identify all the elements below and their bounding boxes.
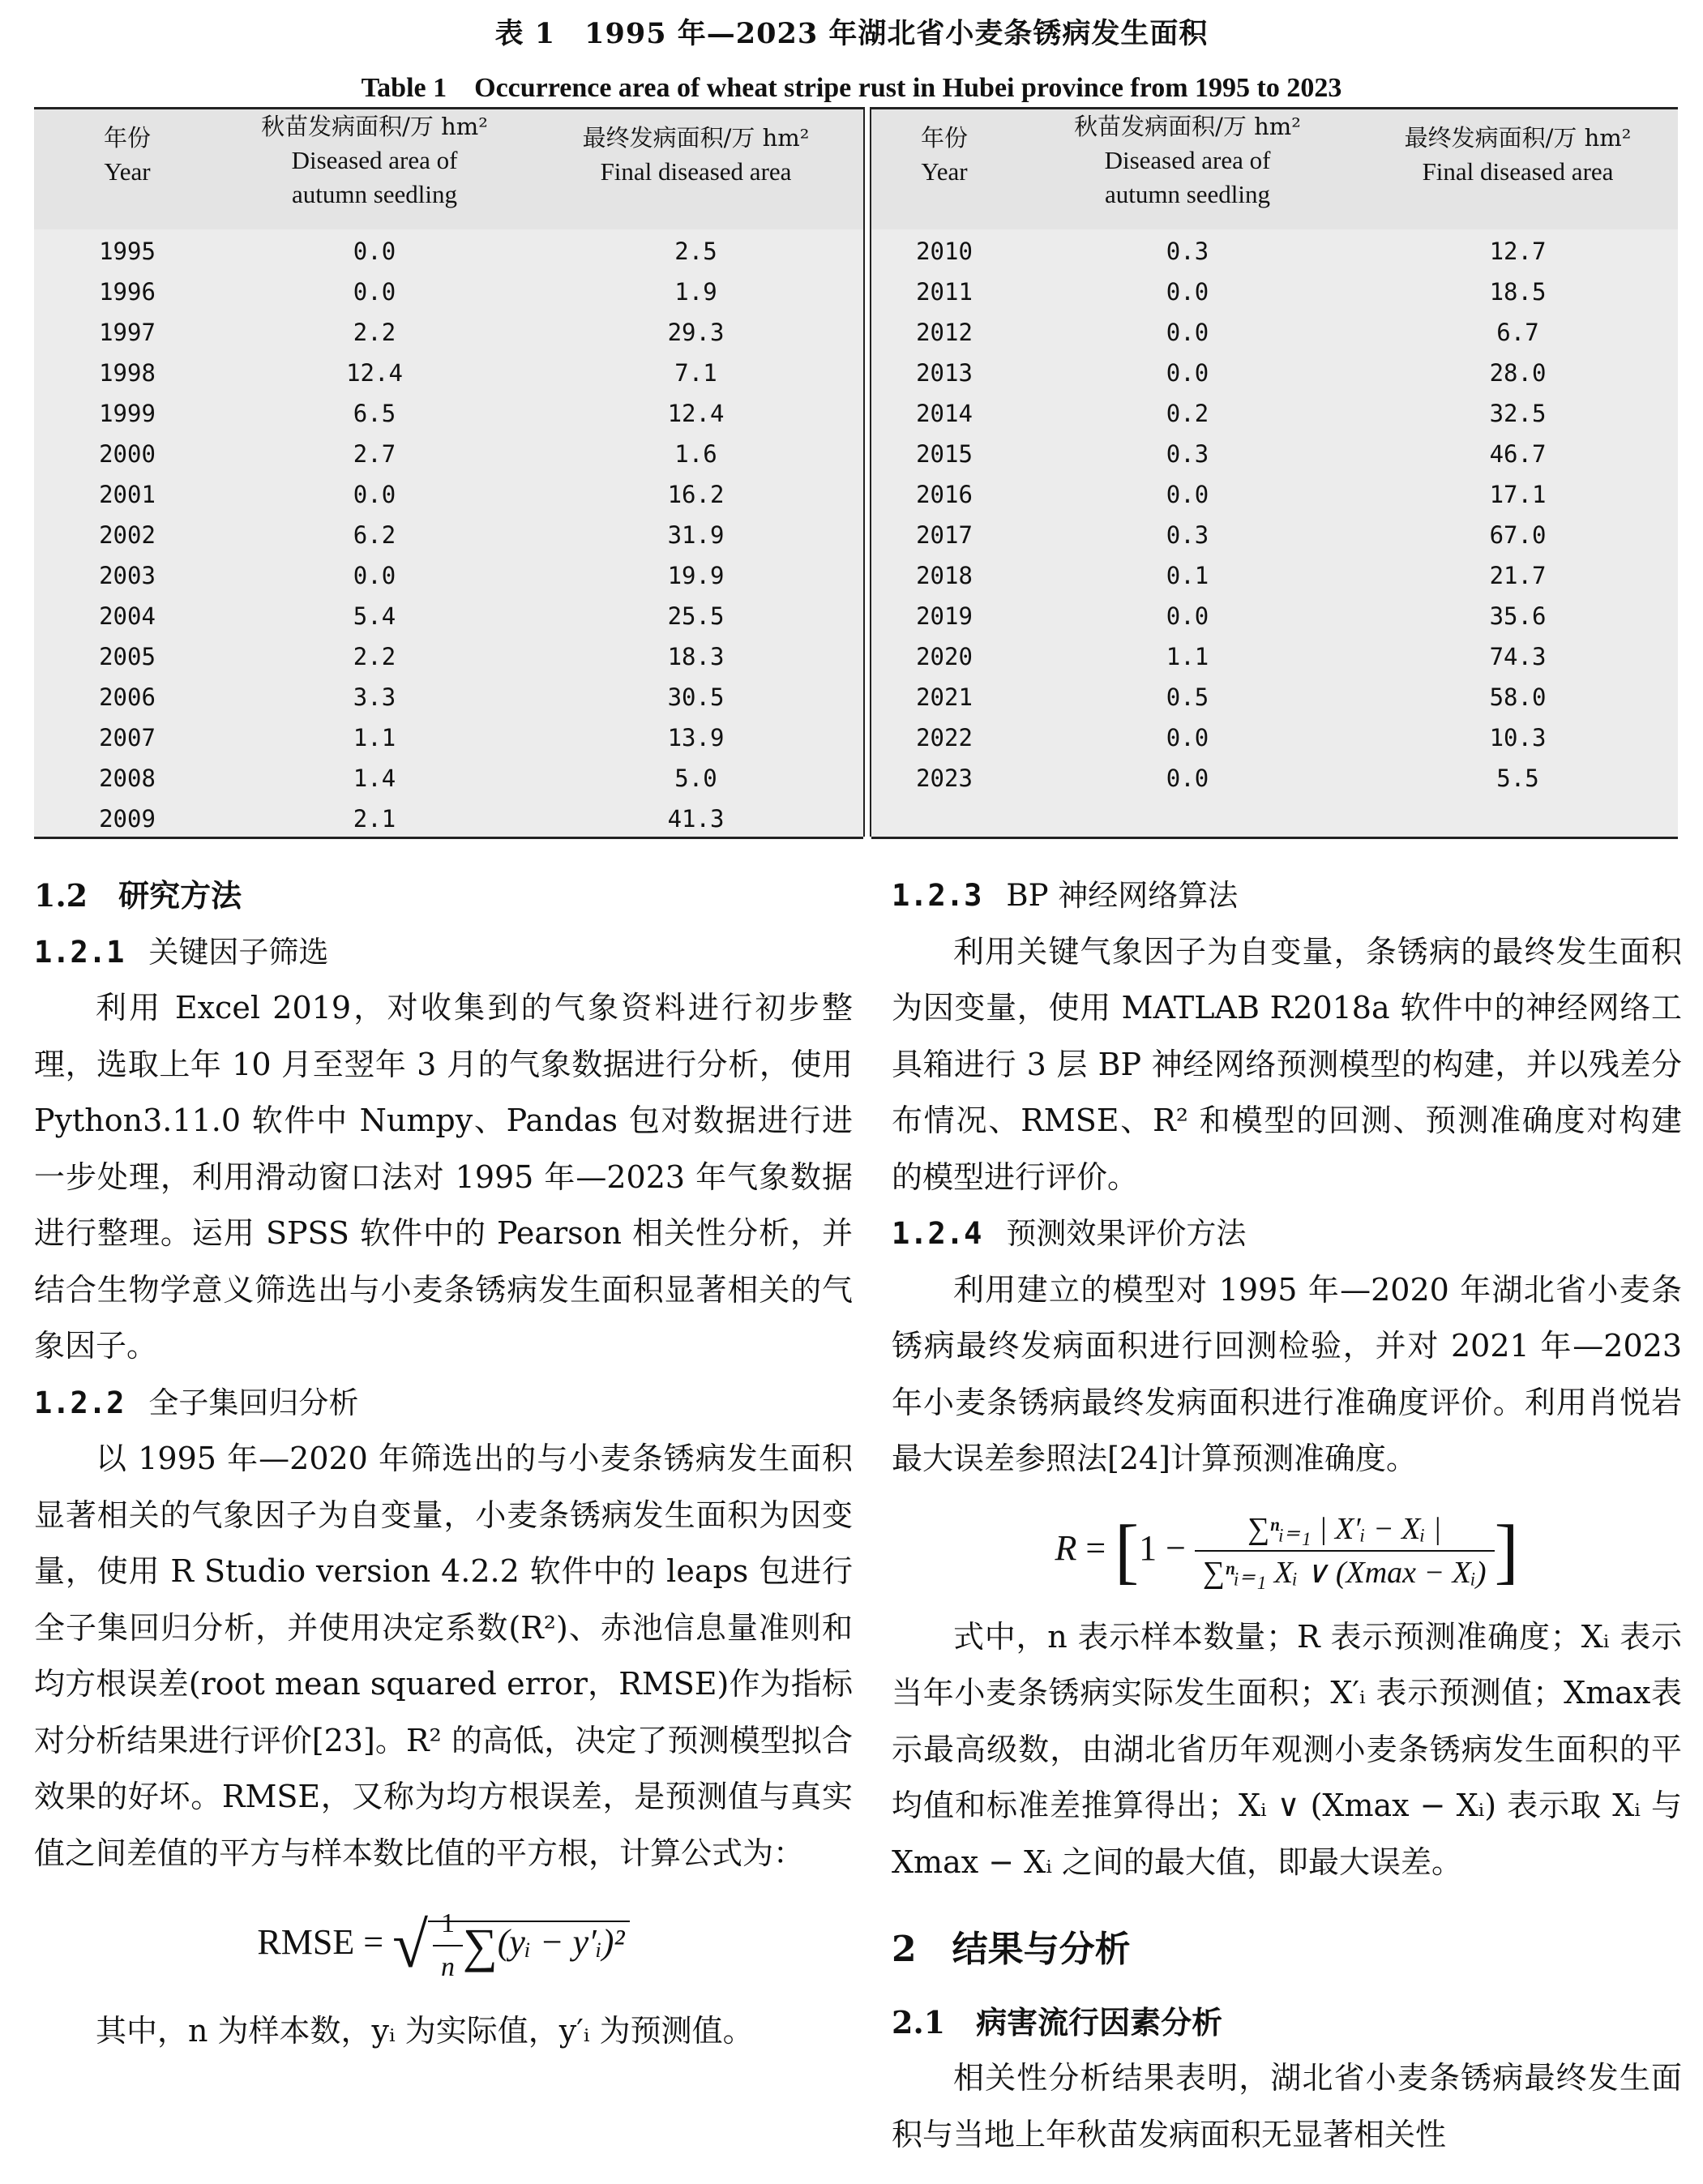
cell-final: 13.9 (667, 724, 725, 752)
cell-final: 10.3 (1489, 724, 1547, 752)
cell-final: 18.3 (667, 643, 725, 670)
table-row (34, 596, 863, 636)
cell-autumn: 0.0 (1166, 319, 1209, 346)
cell-year: 2020 (916, 643, 973, 670)
table-row (871, 474, 1678, 515)
table-row (34, 474, 863, 515)
header-autumn: 秋苗发病面积/万 hm² Diseased area of autumn seedling (1074, 113, 1301, 208)
cell-final: 18.5 (1489, 278, 1547, 306)
table-caption-cn: 表 1 1995 年—2023 年湖北省小麦条锈病发生面积 (494, 17, 1209, 50)
table-row (34, 272, 863, 312)
table-row (34, 353, 863, 393)
table-right-half (871, 107, 1678, 837)
cell-year: 2017 (916, 521, 973, 549)
cell-final: 67.0 (1489, 521, 1547, 549)
cell-year: 2011 (916, 278, 973, 306)
cell-autumn: 0.3 (1166, 440, 1209, 468)
paragraph: 利用建立的模型对 1995 年—2020 年湖北省小麦条锈病最终发病面积进行回测检验，并对 2021 年—2023 年小麦条锈病最终发病面积进行准确度评价。利用肖悦岩最大误差参照法[24]计算预测准确度。 (892, 1271, 1682, 1476)
table-row (34, 677, 863, 717)
cell-year: 2022 (916, 724, 973, 752)
cell-year: 2005 (99, 643, 156, 670)
table-body (871, 229, 1678, 839)
cell-final: 46.7 (1489, 440, 1547, 468)
cell-autumn: 0.5 (1166, 683, 1209, 711)
table-row (871, 596, 1678, 636)
cell-year: 1996 (99, 278, 156, 306)
cell-year: 2018 (916, 562, 973, 589)
cell-final: 17.1 (1489, 481, 1547, 508)
cell-year: 2012 (916, 319, 973, 346)
cell-final: 30.5 (667, 683, 725, 711)
cell-autumn: 0.0 (1166, 481, 1209, 508)
table-row (871, 515, 1678, 555)
cell-autumn: 3.3 (353, 683, 396, 711)
cell-year: 2006 (99, 683, 156, 711)
cell-final: 12.7 (1489, 238, 1547, 265)
cell-final: 74.3 (1489, 643, 1547, 670)
paragraph: 其中，n 为样本数，yᵢ 为实际值，y′ᵢ 为预测值。 (96, 2013, 754, 2049)
table-row (34, 515, 863, 555)
section-heading-1-2: 1.2 研究方法 (34, 877, 242, 914)
cell-autumn: 0.3 (1166, 521, 1209, 549)
cell-year: 2008 (99, 764, 156, 792)
table-row (871, 312, 1678, 353)
cell-final: 1.9 (674, 278, 717, 306)
cell-final: 12.4 (667, 400, 725, 427)
data-table (34, 107, 1678, 837)
table-row (34, 312, 863, 353)
cell-final: 16.2 (667, 481, 725, 508)
cell-autumn: 0.0 (1166, 602, 1209, 630)
cell-autumn: 0.0 (353, 238, 396, 265)
cell-autumn: 1.1 (1166, 643, 1209, 670)
table-row (871, 231, 1678, 272)
cell-autumn: 0.3 (1166, 238, 1209, 265)
cell-final: 29.3 (667, 319, 725, 346)
table-row (871, 758, 1678, 799)
header-year: 年份 Year (103, 124, 151, 186)
cell-final: 6.7 (1496, 319, 1539, 346)
cell-year: 2013 (916, 359, 973, 387)
cell-final: 1.6 (674, 440, 717, 468)
cell-year: 2021 (916, 683, 973, 711)
cell-year: 1999 (99, 400, 156, 427)
cell-autumn: 0.1 (1166, 562, 1209, 589)
cell-autumn: 12.4 (346, 359, 403, 387)
table-row (34, 758, 863, 799)
cell-year: 2001 (99, 481, 156, 508)
table-row (34, 799, 863, 839)
cell-year: 2015 (916, 440, 973, 468)
accuracy-formula: R = [1 − $\frac{\text{∑ⁿᵢ₌₁ | X′ᵢ − Xᵢ |}}{\text{∑ⁿᵢ₌₁ Xᵢ ∨ (Xmax − Xᵢ)}}$ ] (892, 1488, 1682, 1609)
paragraph: 利用关键气象因子为自变量，条锈病的最终发生面积为因变量，使用 MATLAB R2018a 软件中的神经网络工具箱进行 3 层 BP 神经网络预测模型的构建，并以残差分布情况、RMSE、R² 和模型的回测、预测准确度对构建的模型进行评价。 (892, 933, 1682, 1195)
paragraph: 相关性分析结果表明，湖北省小麦条锈病最终发生面积与当地上年秋苗发病面积无显著相关性 (892, 2060, 1682, 2152)
paragraph: 利用 Excel 2019，对收集到的气象资料进行初步整理，选取上年 10 月至翌年 3 月的气象数据进行分析，使用 Python3.11.0 软件中 Numpy、Pandas 包对数据进行进一步处理，利用滑动窗口法对 1995 年—2023 年气象数据进行整理。运用 SPSS 软件中的 Pearson 相关性分析，并结合生物学意义筛选出与小麦条锈病发生面积显著相关的气象因子。 (34, 990, 853, 1364)
cell-autumn: 0.0 (1166, 278, 1209, 306)
header-final: 最终发病面积/万 hm² Final diseased area (1404, 124, 1632, 186)
left-text-column (34, 867, 853, 2060)
cell-year: 2002 (99, 521, 156, 549)
table-row (871, 677, 1678, 717)
cell-autumn: 6.5 (353, 400, 396, 427)
cell-final: 5.0 (674, 764, 717, 792)
paragraph: 以 1995 年—2020 年筛选出的与小麦条锈病发生面积显著相关的气象因子为自变量，小麦条锈病发生面积为因变量，使用 R Studio version 4.2.2 软件中的 leaps 包进行全子集回归分析，并使用决定系数(R²)、赤池信息量准则和均方根误差(root mean squared error，RMSE)作为指标对分析结果进行评价[23]。R² 的高低，决定了预测模型拟合效果的好坏。RMSE，又称为均方根误差，是预测值与真实值之间差值的平方与样本数比值的平方根，计算公式为： (34, 1441, 853, 1871)
section-heading-1-2-2: 1.2.2 全子集回归分析 (34, 1385, 359, 1420)
table-header (871, 107, 1678, 231)
right-text-column (892, 867, 1682, 2163)
cell-autumn: 1.4 (353, 764, 396, 792)
table-row (871, 636, 1678, 677)
cell-final: 21.7 (1489, 562, 1547, 589)
cell-autumn: 0.0 (353, 562, 396, 589)
section-heading-1-2-1: 1.2.1 关键因子筛选 (34, 934, 329, 970)
cell-autumn: 0.0 (1166, 724, 1209, 752)
cell-autumn: 0.0 (353, 278, 396, 306)
cell-final: 58.0 (1489, 683, 1547, 711)
cell-final: 32.5 (1489, 400, 1547, 427)
header-autumn: 秋苗发病面积/万 hm² Diseased area of autumn seedling (261, 113, 488, 208)
cell-year: 2019 (916, 602, 973, 630)
table-row (34, 636, 863, 677)
table-row (871, 717, 1678, 758)
table-row (871, 353, 1678, 393)
table-header (34, 107, 863, 231)
cell-final: 41.3 (667, 805, 725, 833)
section-heading-2: 2 结果与分析 (892, 1929, 1131, 1970)
table-row (34, 393, 863, 434)
section-heading-1-2-3: 1.2.3 BP 神经网络算法 (892, 878, 1239, 913)
table-row (34, 231, 863, 272)
table-divider (863, 107, 871, 837)
cell-year: 2016 (916, 481, 973, 508)
cell-final: 28.0 (1489, 359, 1547, 387)
header-year: 年份 Year (920, 124, 968, 186)
cell-year: 1998 (99, 359, 156, 387)
cell-autumn: 5.4 (353, 602, 396, 630)
cell-autumn: 0.2 (1166, 400, 1209, 427)
cell-year: 2000 (99, 440, 156, 468)
cell-year: 2023 (916, 764, 973, 792)
cell-autumn: 6.2 (353, 521, 396, 549)
cell-final: 2.5 (674, 238, 717, 265)
table-row (871, 272, 1678, 312)
cell-year: 1995 (99, 238, 156, 265)
cell-year: 2010 (916, 238, 973, 265)
cell-final: 19.9 (667, 562, 725, 589)
section-heading-1-2-4: 1.2.4 预测效果评价方法 (892, 1216, 1247, 1251)
cell-final: 25.5 (667, 602, 725, 630)
cell-final: 7.1 (674, 359, 717, 387)
cell-year: 2003 (99, 562, 156, 589)
cell-year: 2007 (99, 724, 156, 752)
cell-year: 2014 (916, 400, 973, 427)
cell-autumn: 0.0 (1166, 764, 1209, 792)
cell-autumn: 2.2 (353, 319, 396, 346)
cell-year: 2004 (99, 602, 156, 630)
rmse-formula: RMSE = √ $\frac{1}{n}$ ∑(yᵢ − y′ᵢ)² (34, 1882, 853, 2003)
cell-autumn: 1.1 (353, 724, 396, 752)
table-row (871, 555, 1678, 596)
cell-final: 31.9 (667, 521, 725, 549)
cell-final: 35.6 (1489, 602, 1547, 630)
table-row (34, 434, 863, 474)
table-caption-en: Table 1 Occurrence area of wheat stripe rust in Hubei province from 1995 to 2023 (361, 73, 1342, 103)
cell-autumn: 2.1 (353, 805, 396, 833)
table-row (34, 717, 863, 758)
cell-autumn: 2.2 (353, 643, 396, 670)
cell-autumn: 0.0 (1166, 359, 1209, 387)
table-row (34, 555, 863, 596)
cell-year: 1997 (99, 319, 156, 346)
cell-autumn: 0.0 (353, 481, 396, 508)
cell-autumn: 2.7 (353, 440, 396, 468)
cell-year: 2009 (99, 805, 156, 833)
paragraph: 式中，n 表示样本数量；R 表示预测准确度；Xᵢ 表示当年小麦条锈病实际发生面积；X′ᵢ 表示预测值；Xmax表示最高级数，由湖北省历年观测小麦条锈病发生面积的平均值和标准差推算得出；Xᵢ ∨ (Xmax − Xᵢ) 表示取 Xᵢ 与 Xmax − Xᵢ 之间的最大值，即最大误差。 (892, 1618, 1682, 1880)
section-heading-2-1: 2.1 病害流行因素分析 (892, 2003, 1223, 2041)
table-left-half (34, 107, 863, 837)
header-final: 最终发病面积/万 hm² Final diseased area (582, 124, 810, 186)
table-row (871, 393, 1678, 434)
table-row (871, 434, 1678, 474)
cell-final: 5.5 (1496, 764, 1539, 792)
table-body (34, 229, 863, 839)
